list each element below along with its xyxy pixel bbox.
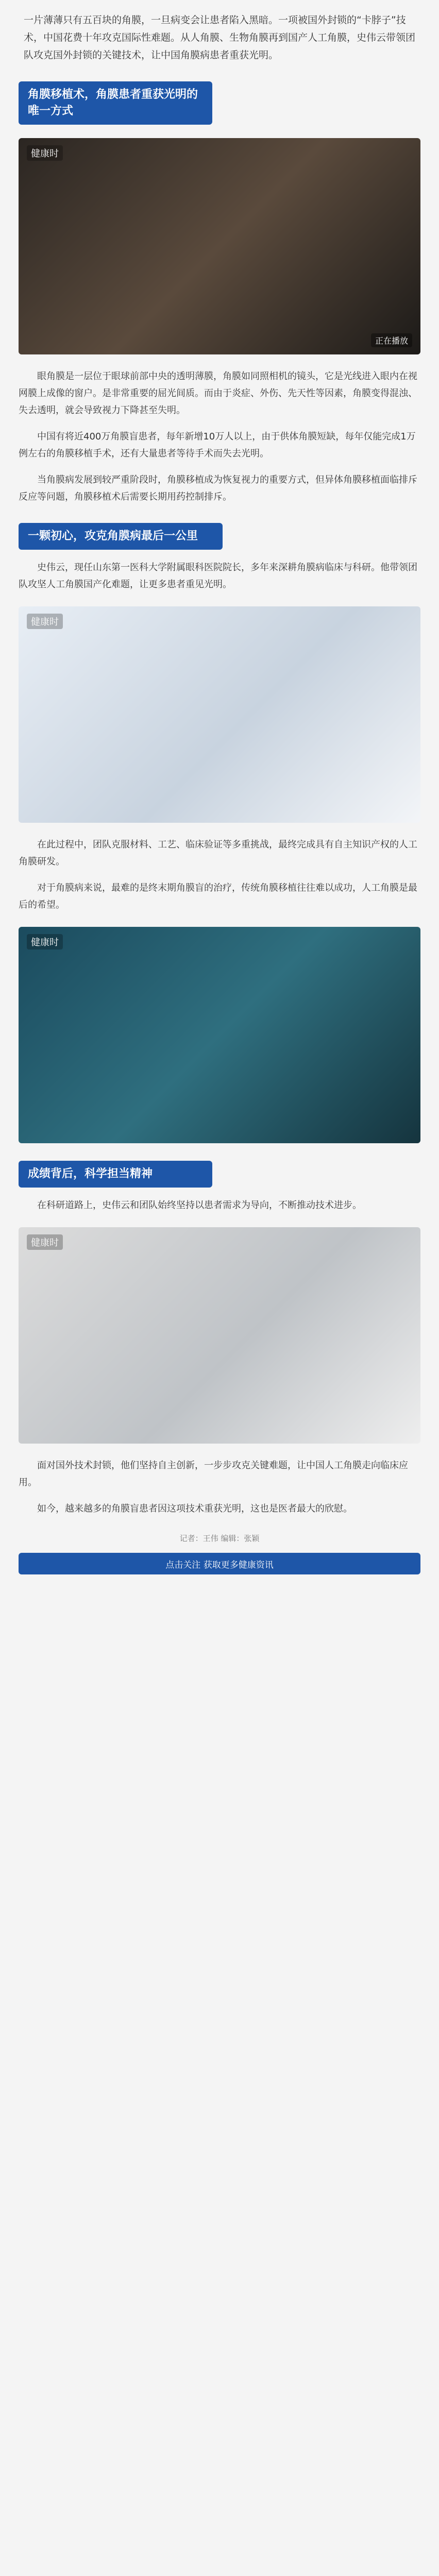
paragraph: 中国有将近400万角膜盲患者，每年新增10万人以上，由于供体角膜短缺，每年仅能完成1万例左右的角膜移植手术，还有大量患者等待手术而失去光明。 — [19, 431, 416, 459]
paragraph: 当角膜病发展到较严重阶段时，角膜移植成为恢复视力的重要方式，但异体角膜移植面临排斥反应等问题，角膜移植术后需要长期用药控制排斥。 — [19, 474, 417, 502]
photo-2 — [19, 606, 420, 823]
paragraph: 眼角膜是一层位于眼球前部中央的透明薄膜，角膜如同照相机的镜头，它是光线进入眼内在视网膜上成像的窗户。是非常重要的屈光间质。而由于炎症、外伤、先天性等因素，角膜变得混浊、失去透明，就会导致视力下降甚至失明。 — [19, 371, 417, 416]
section-heading-1: 角膜移植术，角膜患者重获光明的唯一方式 — [19, 81, 212, 125]
paragraph: 如今，越来越多的角膜盲患者因这项技术重获光明，这也是医者最大的欣慰。 — [37, 1503, 352, 1514]
paragraph: 在此过程中，团队克服材料、工艺、临床验证等多重挑战，最终完成具有自主知识产权的人工角膜研发。 — [19, 839, 417, 867]
photo-tag: 健康时 — [27, 614, 63, 629]
paragraph: 在科研道路上，史伟云和团队始终坚持以患者需求为导向，不断推动技术进步。 — [37, 1200, 362, 1211]
photo-3 — [19, 927, 420, 1143]
paragraph: 史伟云，现任山东第一医科大学附属眼科医院院长，多年来深耕角膜病临床与科研。他带领团队攻坚人工角膜国产化难题，让更多患者重见光明。 — [19, 562, 417, 590]
paragraph: 对于角膜病来说，最难的是终末期角膜盲的治疗，传统角膜移植往往难以成功，人工角膜是最后的希望。 — [19, 883, 417, 910]
photo-tag: 健康时 — [27, 145, 63, 161]
intro-paragraph: 一片薄薄只有五百块的角膜，一旦病变会让患者陷入黑暗。一项被国外封锁的“卡脖子”技术，中国花费十年攻克国际性难题。从人角膜、生物角膜再到国产人工角膜，史伟云带领团队攻克国外封锁的关键技术，让中国角膜病患者重获光明。 — [24, 14, 416, 61]
photo-1 — [19, 138, 420, 354]
follow-bar[interactable]: 点击关注 获取更多健康资讯 — [19, 1553, 420, 1574]
photo-4 — [19, 1227, 420, 1444]
photo-tag: 健康时 — [27, 1234, 63, 1250]
footer-credit: 记者：王伟 编辑：张颖 — [179, 1534, 260, 1543]
section-heading-3: 成绩背后，科学担当精神 — [19, 1161, 212, 1188]
photo-tag: 健康时 — [27, 934, 63, 950]
section-heading-2: 一颗初心，攻克角膜病最后一公里 — [19, 523, 223, 550]
paragraph: 面对国外技术封锁，他们坚持自主创新，一步步攻克关键难题，让中国人工角膜走向临床应用。 — [19, 1460, 408, 1488]
photo-corner: 正在播放 — [371, 333, 412, 347]
